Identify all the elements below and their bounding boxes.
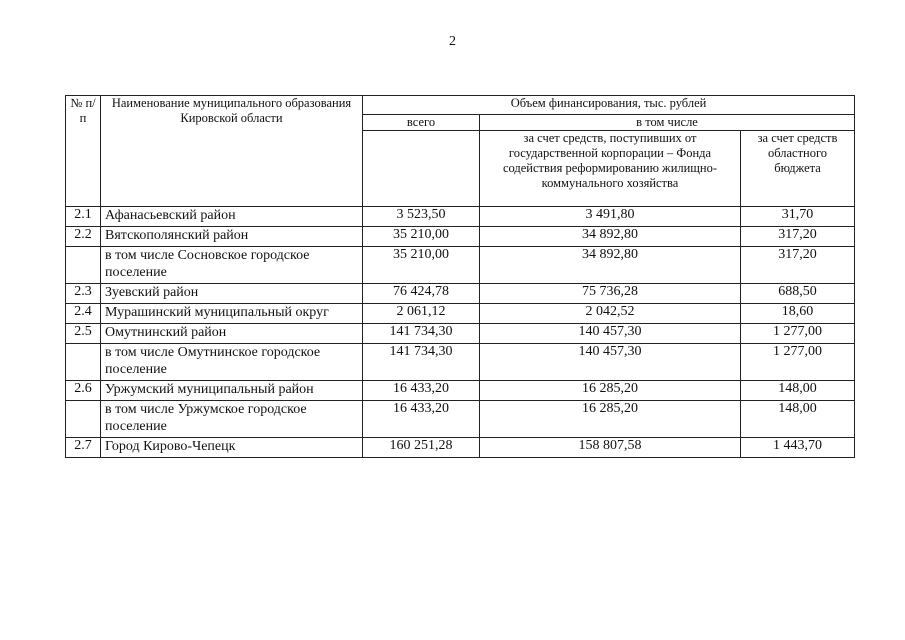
row-fund: 75 736,28 [480,284,741,304]
row-regional: 148,00 [741,381,855,401]
row-name: Уржумский муниципальный район [101,381,363,401]
row-num [66,247,101,284]
table-row [66,304,855,324]
header-total: всего [363,115,480,131]
row-name: Город Кирово-Чепецк [101,438,363,458]
row-regional: 1 277,00 [741,344,855,381]
row-name: Вятскополянский район [101,227,363,247]
row-regional: 1 277,00 [741,324,855,344]
row-num: 2.2 [66,227,101,247]
row-num [66,344,101,381]
row-num: 2.1 [66,207,101,227]
header-fund: за счет средств, поступивших от государственной корпорации – Фонда содействия реформированию жилищно-коммунального хозяйства [480,131,741,207]
financing-table [65,95,855,458]
row-fund: 3 491,80 [480,207,741,227]
row-name: в том числе Омутнинское городское поселение [101,344,363,381]
header-including: в том числе [480,115,855,131]
row-total: 141 734,30 [363,344,480,381]
row-total: 76 424,78 [363,284,480,304]
row-regional: 148,00 [741,401,855,438]
row-total: 160 251,28 [363,438,480,458]
table-row [66,227,855,247]
table-row [66,284,855,304]
row-name: в том числе Сосновское городское поселение [101,247,363,284]
header-num: № п/п [66,96,101,207]
row-total: 141 734,30 [363,324,480,344]
row-num: 2.7 [66,438,101,458]
header-total-empty [363,131,480,207]
row-num: 2.4 [66,304,101,324]
table-row [66,438,855,458]
table-row [66,207,855,227]
header-volume: Объем финансирования, тыс. рублей [363,96,855,115]
row-total: 35 210,00 [363,227,480,247]
table-row [66,381,855,401]
row-total: 16 433,20 [363,381,480,401]
row-fund: 140 457,30 [480,324,741,344]
page-number: 2 [449,34,456,49]
row-num: 2.6 [66,381,101,401]
row-name: Мурашинский муниципальный округ [101,304,363,324]
table-row [66,344,855,381]
row-fund: 16 285,20 [480,381,741,401]
row-fund: 34 892,80 [480,247,741,284]
row-regional: 1 443,70 [741,438,855,458]
row-num [66,401,101,438]
row-name: Афанасьевский район [101,207,363,227]
row-total: 16 433,20 [363,401,480,438]
table-row [66,401,855,438]
table-row [66,247,855,284]
row-num: 2.3 [66,284,101,304]
row-regional: 31,70 [741,207,855,227]
row-fund: 16 285,20 [480,401,741,438]
row-name: Зуевский район [101,284,363,304]
row-regional: 317,20 [741,247,855,284]
row-total: 2 061,12 [363,304,480,324]
header-regional: за счет средств областного бюджета [741,131,855,207]
row-fund: 140 457,30 [480,344,741,381]
row-total: 35 210,00 [363,247,480,284]
row-total: 3 523,50 [363,207,480,227]
row-fund: 2 042,52 [480,304,741,324]
row-name: в том числе Уржумское городское поселение [101,401,363,438]
row-regional: 18,60 [741,304,855,324]
header-name: Наименование муниципального образования Кировской области [101,96,363,207]
row-fund: 158 807,58 [480,438,741,458]
table-row [66,324,855,344]
row-regional: 317,20 [741,227,855,247]
row-num: 2.5 [66,324,101,344]
row-regional: 688,50 [741,284,855,304]
row-name: Омутнинский район [101,324,363,344]
row-fund: 34 892,80 [480,227,741,247]
